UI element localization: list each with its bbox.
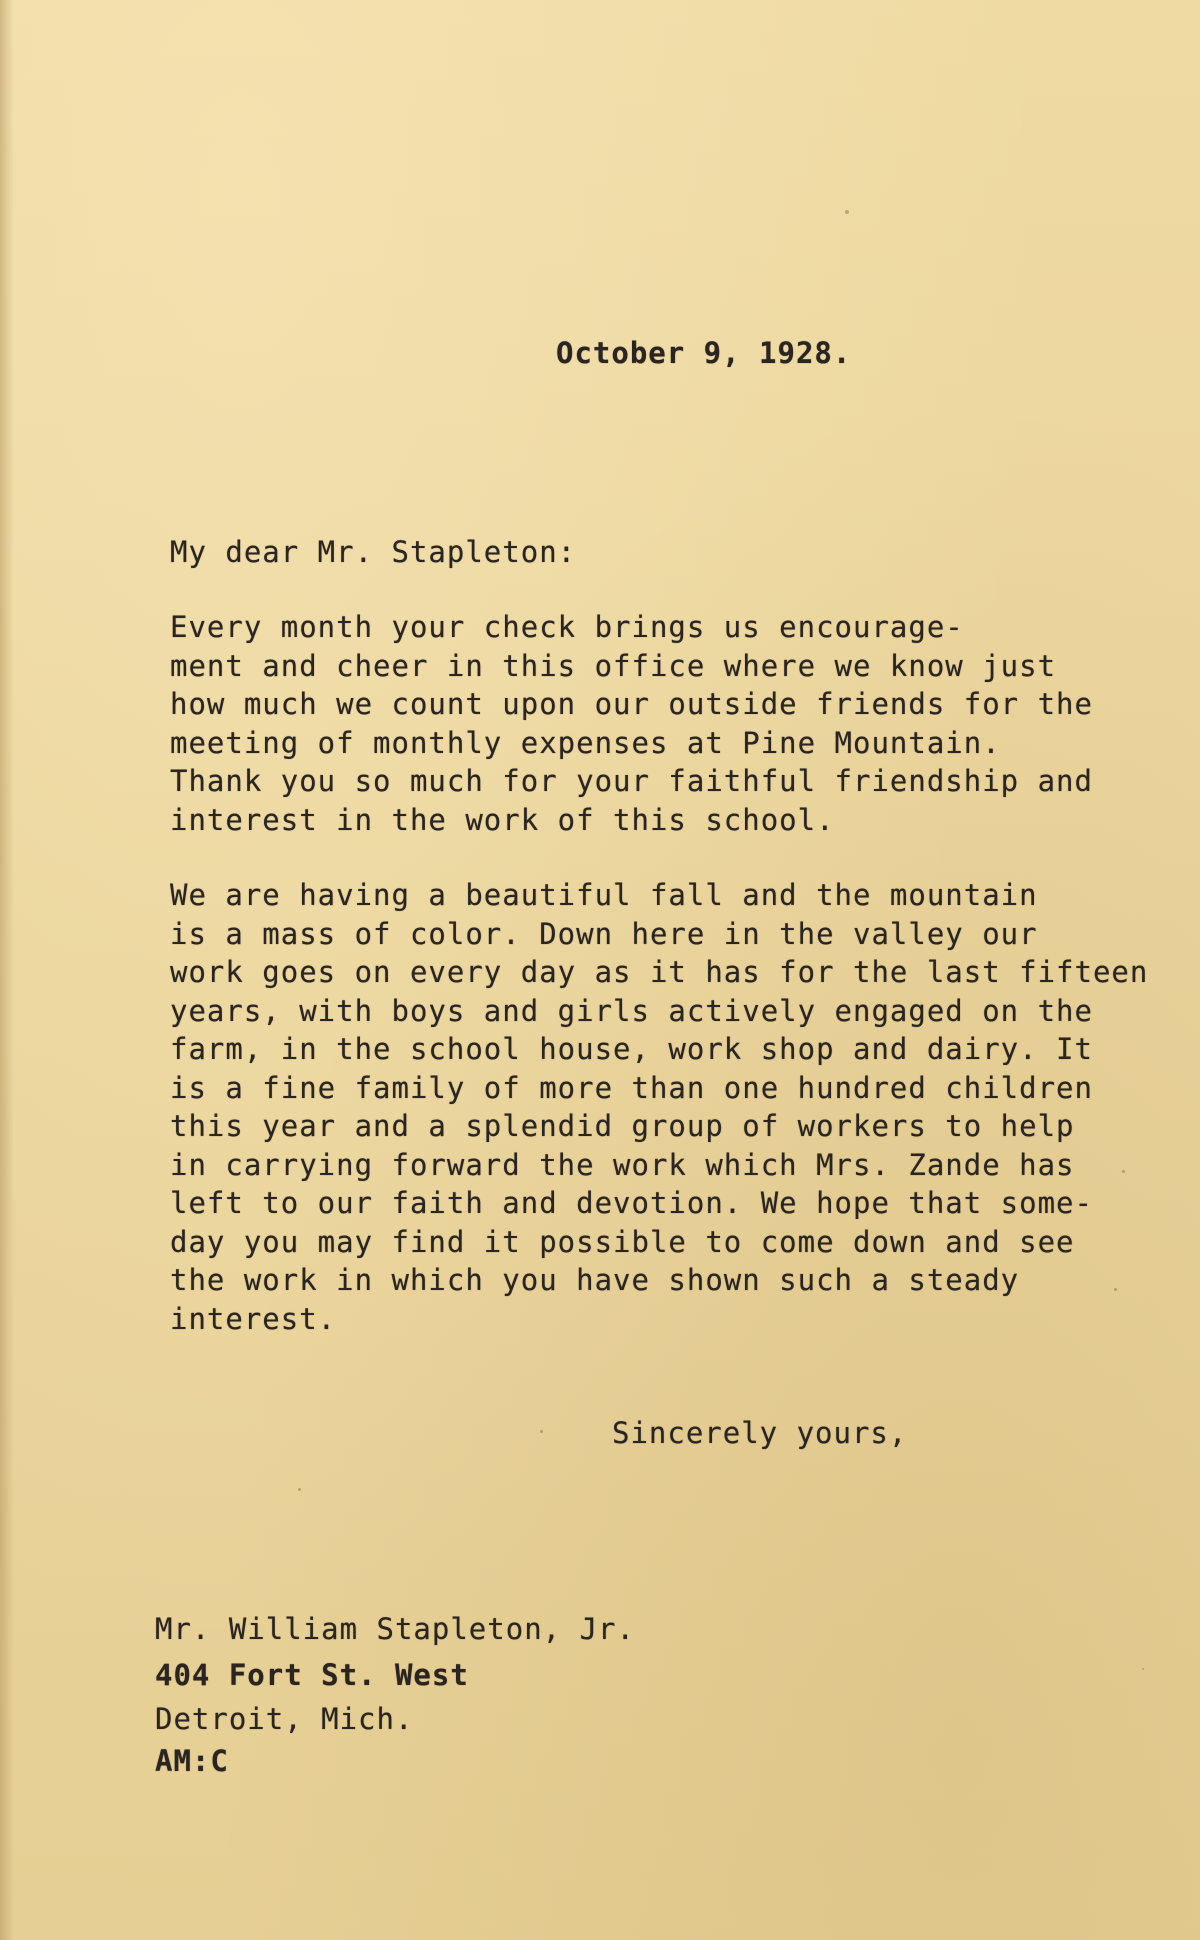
paper-speck bbox=[540, 1430, 543, 1433]
reference-initials: AM:C bbox=[155, 1744, 229, 1778]
paragraph-line: this year and a splendid group of workers to help bbox=[170, 1109, 1075, 1143]
paper-speck bbox=[298, 1488, 301, 1491]
paragraph-line: years, with boys and girls actively engaged on the bbox=[170, 993, 1093, 1028]
paper-speck bbox=[1142, 1668, 1144, 1670]
letter-closing: Sincerely yours, bbox=[612, 1416, 908, 1450]
paragraph-line: work goes on every day as it has for the last fifteen bbox=[170, 955, 1149, 989]
paragraph-line: is a mass of color. Down here in the valley our bbox=[170, 916, 1038, 951]
paragraph-line: the work in which you have shown such a steady bbox=[170, 1263, 1020, 1297]
paragraph-line: Thank you so much for your faithful friendship and bbox=[170, 764, 1093, 798]
letter-date: October 9, 1928. bbox=[556, 336, 852, 370]
paper-speck bbox=[845, 210, 849, 214]
paragraph-line: in carrying forward the work which Mrs. Zande has bbox=[170, 1147, 1075, 1182]
paragraph-line: ment and cheer in this office where we know just bbox=[170, 648, 1057, 683]
paragraph-line: how much we count upon our outside friends for the bbox=[170, 687, 1093, 721]
paragraph-line: interest. bbox=[170, 1301, 337, 1336]
paragraph-line: day you may find it possible to come down and see bbox=[170, 1224, 1075, 1259]
letter-paragraph-1 bbox=[170, 608, 1093, 839]
recipient-city: Detroit, Mich. bbox=[155, 1702, 414, 1736]
paragraph-line: is a fine family of more than one hundred children bbox=[170, 1070, 1093, 1105]
paper-edge-shadow bbox=[0, 0, 14, 1940]
paragraph-line: Every month your check brings us encourage- bbox=[170, 610, 964, 644]
letter-salutation: My dear Mr. Stapleton: bbox=[170, 535, 577, 569]
paragraph-line: meeting of monthly expenses at Pine Mountain. bbox=[170, 725, 1001, 760]
paragraph-line: We are having a beautiful fall and the mountain bbox=[170, 878, 1038, 912]
paragraph-line: left to our faith and devotion. We hope that some- bbox=[170, 1186, 1093, 1220]
letter-paragraph-2 bbox=[170, 876, 1148, 1338]
recipient-street: 404 Fort St. West bbox=[155, 1658, 469, 1692]
recipient-name: Mr. William Stapleton, Jr. bbox=[155, 1612, 635, 1646]
paragraph-line: farm, in the school house, work shop and dairy. It bbox=[170, 1032, 1093, 1066]
paragraph-line: interest in the work of this school. bbox=[170, 802, 835, 837]
